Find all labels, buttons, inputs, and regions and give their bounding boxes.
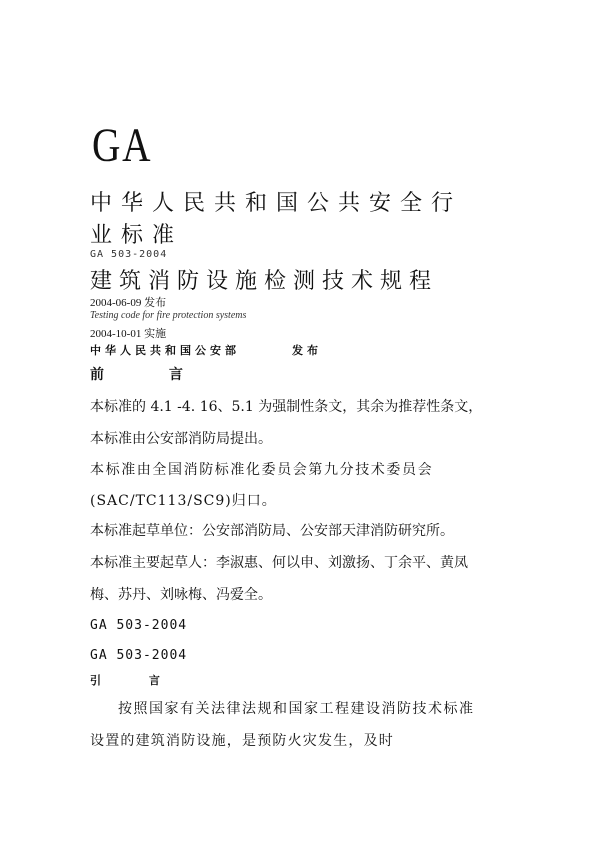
paragraph: 本标准由公安部消防局提出。 [90,431,272,447]
english-title: Testing code for fire protection systems [90,310,247,321]
paragraph: 本标准主要起草人：李淑惠、何以申、刘激扬、丁余平、黄凤 [90,555,468,571]
intro-paragraph-line: 按照国家有关法律法规和国家工程建设消防技术标准 [118,701,475,717]
issue-date: 2004-06-09 发布 [90,297,167,309]
foreword-heading: 前 言 [90,367,213,383]
issuing-authority: 中华人民共和国公安部 [90,344,240,357]
standard-code: GA 503-2004 [90,249,168,260]
paragraph: (SAC/TC113/SC9)归口。 [90,493,277,509]
implementation-date: 2004-10-01 实施 [90,328,167,340]
paragraph: 梅、苏丹、刘咏梅、冯爱全。 [90,587,272,603]
standard-code-repeat: GA 503-2004 [90,648,188,663]
introduction-heading: 引 言 [90,674,182,687]
paragraph: 本标准的 4.1 -4. 16、5.1 为强制性条文，其余为推荐性条文， [90,399,483,415]
standard-code-repeat: GA 503-2004 [90,618,188,633]
paragraph: 本标准由全国消防标准化委员会第九分技术委员会 [90,462,434,478]
standard-category-title-line2: 业标准 [90,223,184,248]
document-main-title: 建筑消防设施检测技术规程 [90,269,439,294]
standard-type-mark: GA [92,119,153,172]
paragraph: 本标准起草单位：公安部消防局、公安部天津消防研究所。 [90,523,454,539]
standard-category-title-line1: 中华人民共和国公共安全行 [90,191,463,216]
intro-paragraph-line: 设置的建筑消防设施，是预防火灾发生，及时 [90,733,394,749]
publish-label: 发布 [292,344,322,357]
